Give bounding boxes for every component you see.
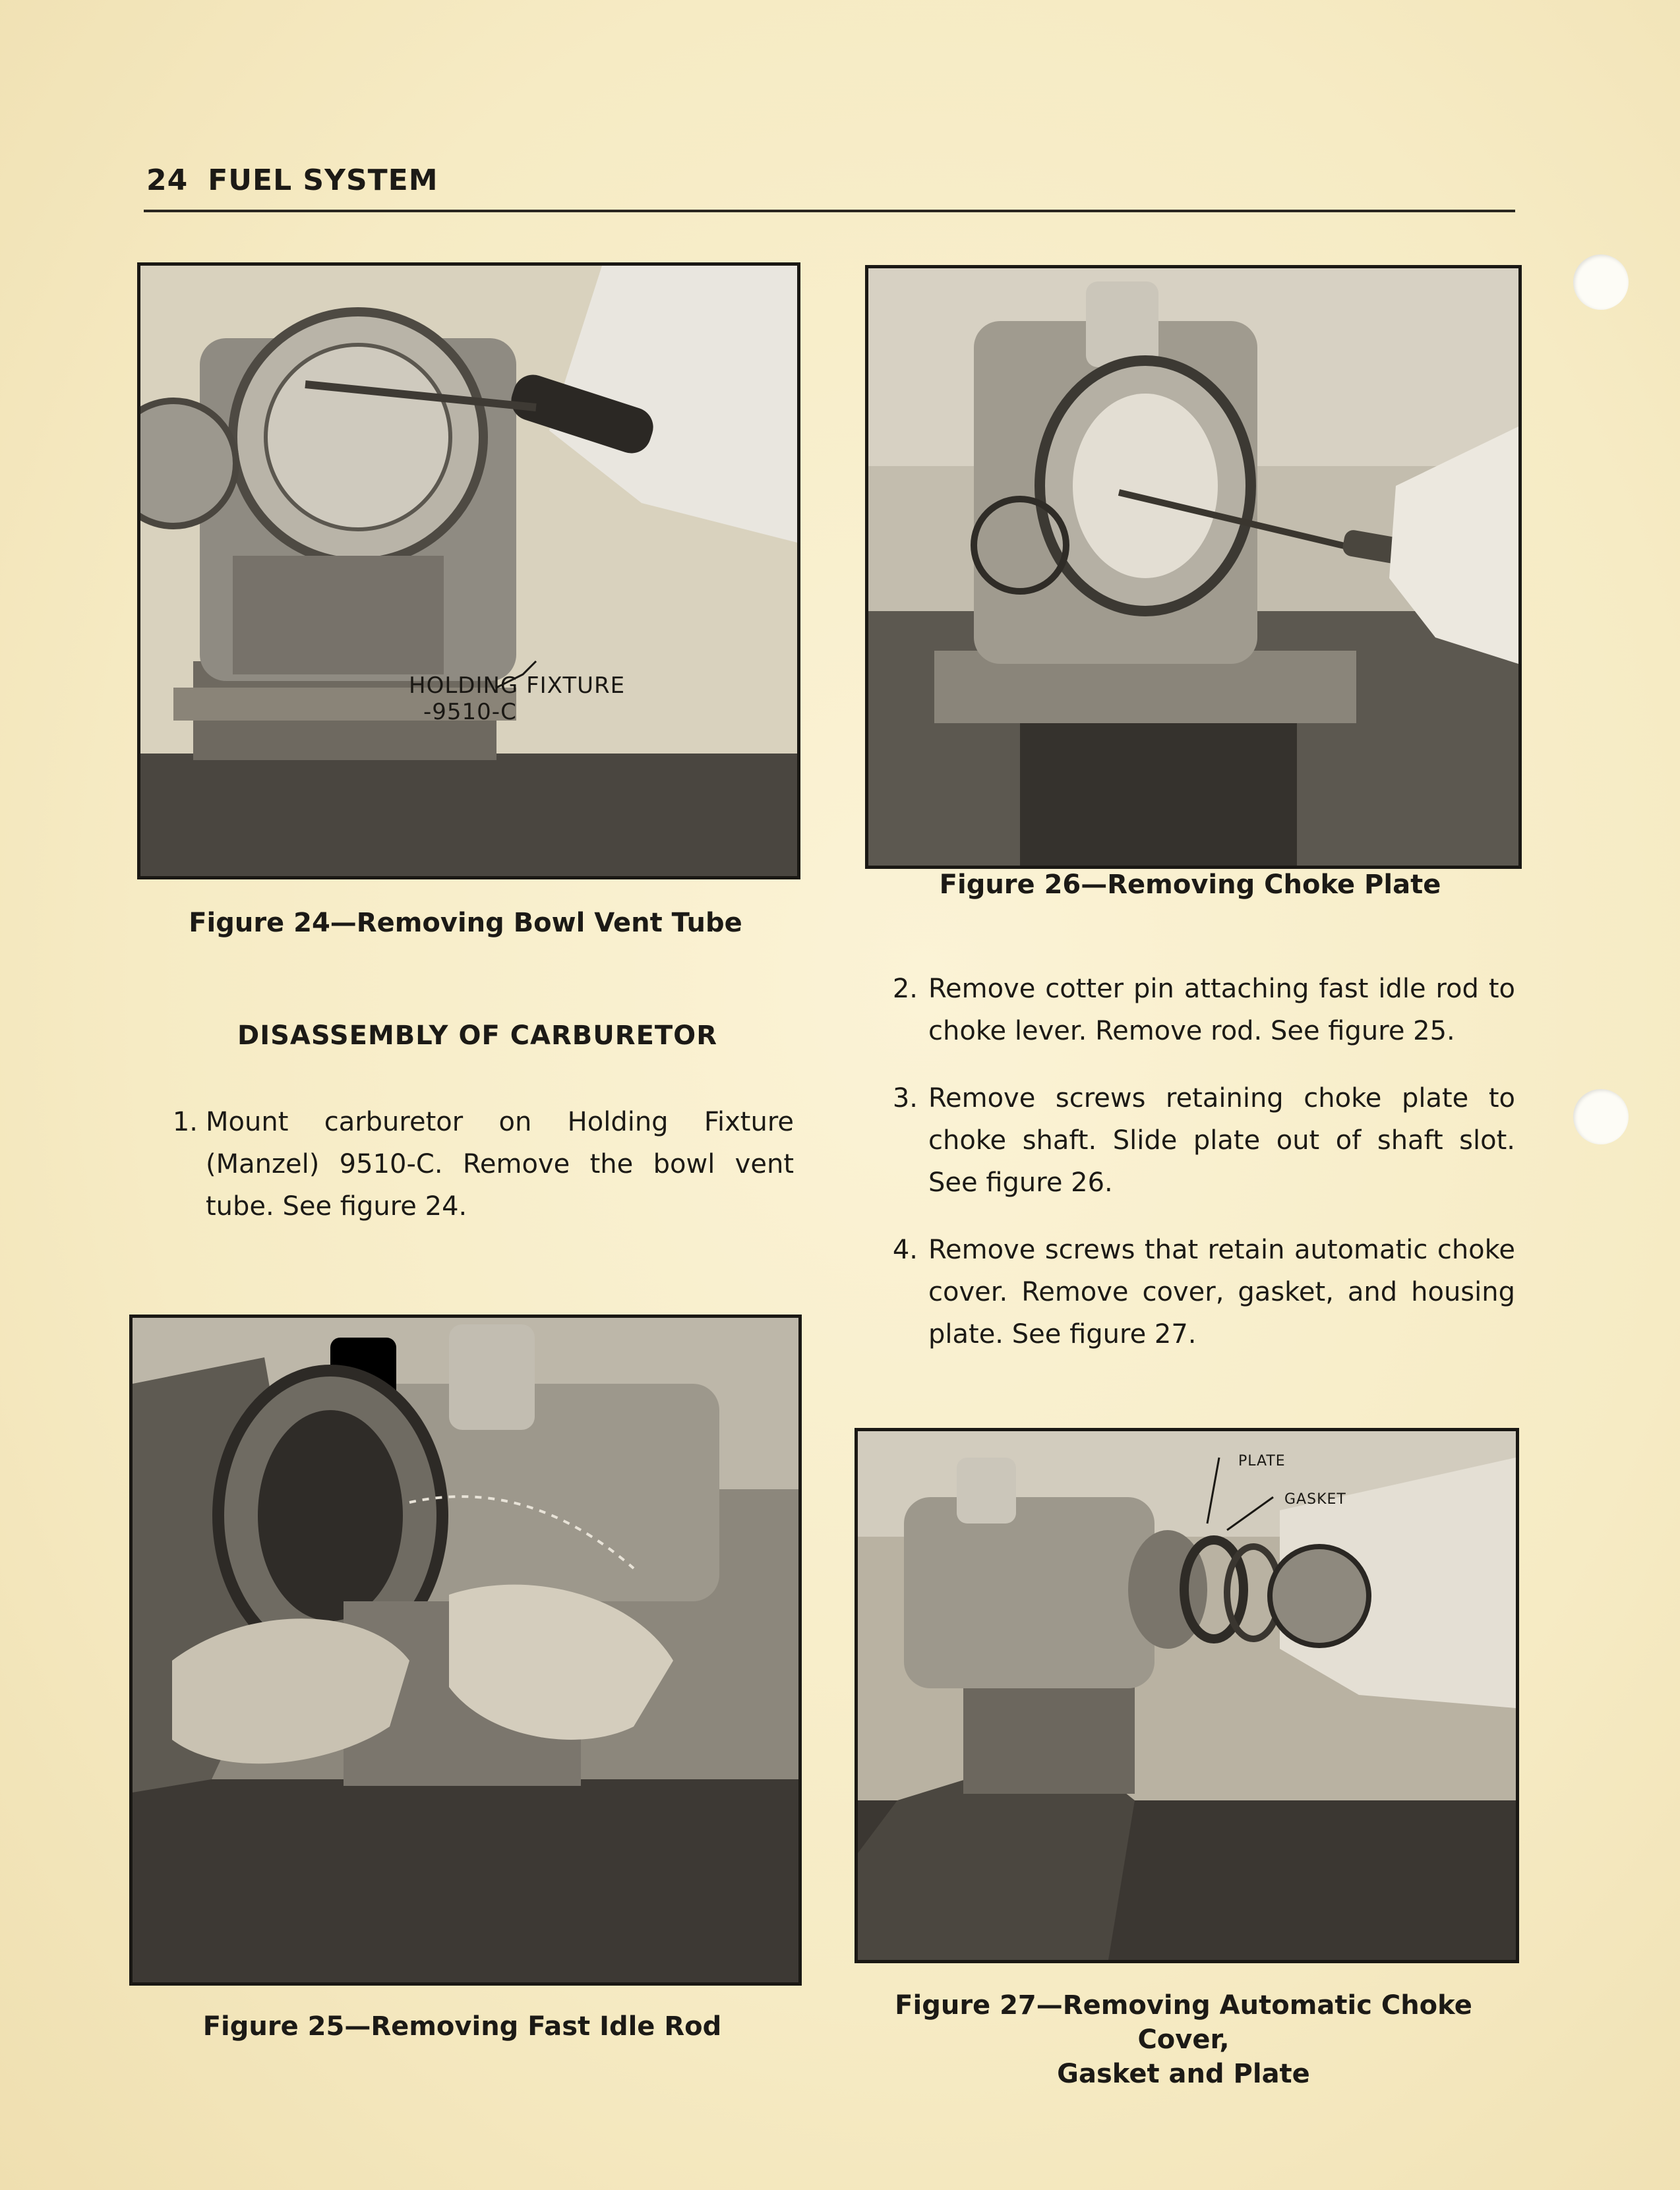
gasket-label: GASKET	[1284, 1491, 1346, 1508]
figure-27-caption	[855, 1988, 1513, 2091]
step-4-number: 4.	[892, 1235, 918, 1265]
step-1-number: 1.	[172, 1107, 198, 1137]
plate-label: PLATE	[1238, 1453, 1286, 1469]
figure-26-photo	[865, 265, 1522, 869]
step-2-number: 2.	[892, 974, 918, 1004]
step-1	[145, 1101, 794, 1233]
section-title: FUEL SYSTEM	[208, 163, 438, 197]
punch-hole-top	[1573, 254, 1629, 310]
holding-fixture-label: HOLDING FIXTURE -9510-C	[409, 672, 626, 725]
step-3-text: Remove screws retaining choke plate to choke shaft. Slide plate out of shaft slot. See figure 26.	[928, 1083, 1515, 1198]
step-4	[865, 1229, 1515, 1361]
figure-25-caption: Figure 25—Removing Fast Idle Rod	[202, 2011, 722, 2042]
punch-hole-middle	[1573, 1089, 1629, 1144]
step-3-number: 3.	[892, 1083, 918, 1113]
step-4-text: Remove screws that retain automatic choke cover. Remove cover, gasket, and housing plate. See figure 27.	[928, 1235, 1515, 1349]
figure-27-caption-line-2: Gasket and Plate	[1057, 2059, 1310, 2089]
figure-24-photo	[137, 262, 800, 879]
figure-26-caption: Figure 26—Removing Choke Plate	[939, 870, 1441, 900]
figure-27-caption-line-1: Figure 27—Removing Automatic Choke Cover,	[895, 1990, 1472, 2055]
page-number: 24	[146, 163, 189, 197]
figure-25-photo	[129, 1315, 802, 1986]
page-header	[146, 163, 438, 197]
figure-27-photo	[855, 1428, 1519, 1963]
section-heading: DISASSEMBLY OF CARBURETOR	[237, 1021, 717, 1051]
step-1-text: Mount carburetor on Holding Fixture (Manzel) 9510-C. Remove the bowl vent tube. See figure 24.	[206, 1107, 794, 1222]
header-rule	[144, 210, 1515, 212]
step-2	[865, 968, 1515, 1060]
step-2-text: Remove cotter pin attaching fast idle rod to choke lever. Remove rod. See figure 25.	[928, 974, 1515, 1046]
step-3	[865, 1077, 1515, 1209]
figure-24-caption: Figure 24—Removing Bowl Vent Tube	[189, 908, 742, 938]
